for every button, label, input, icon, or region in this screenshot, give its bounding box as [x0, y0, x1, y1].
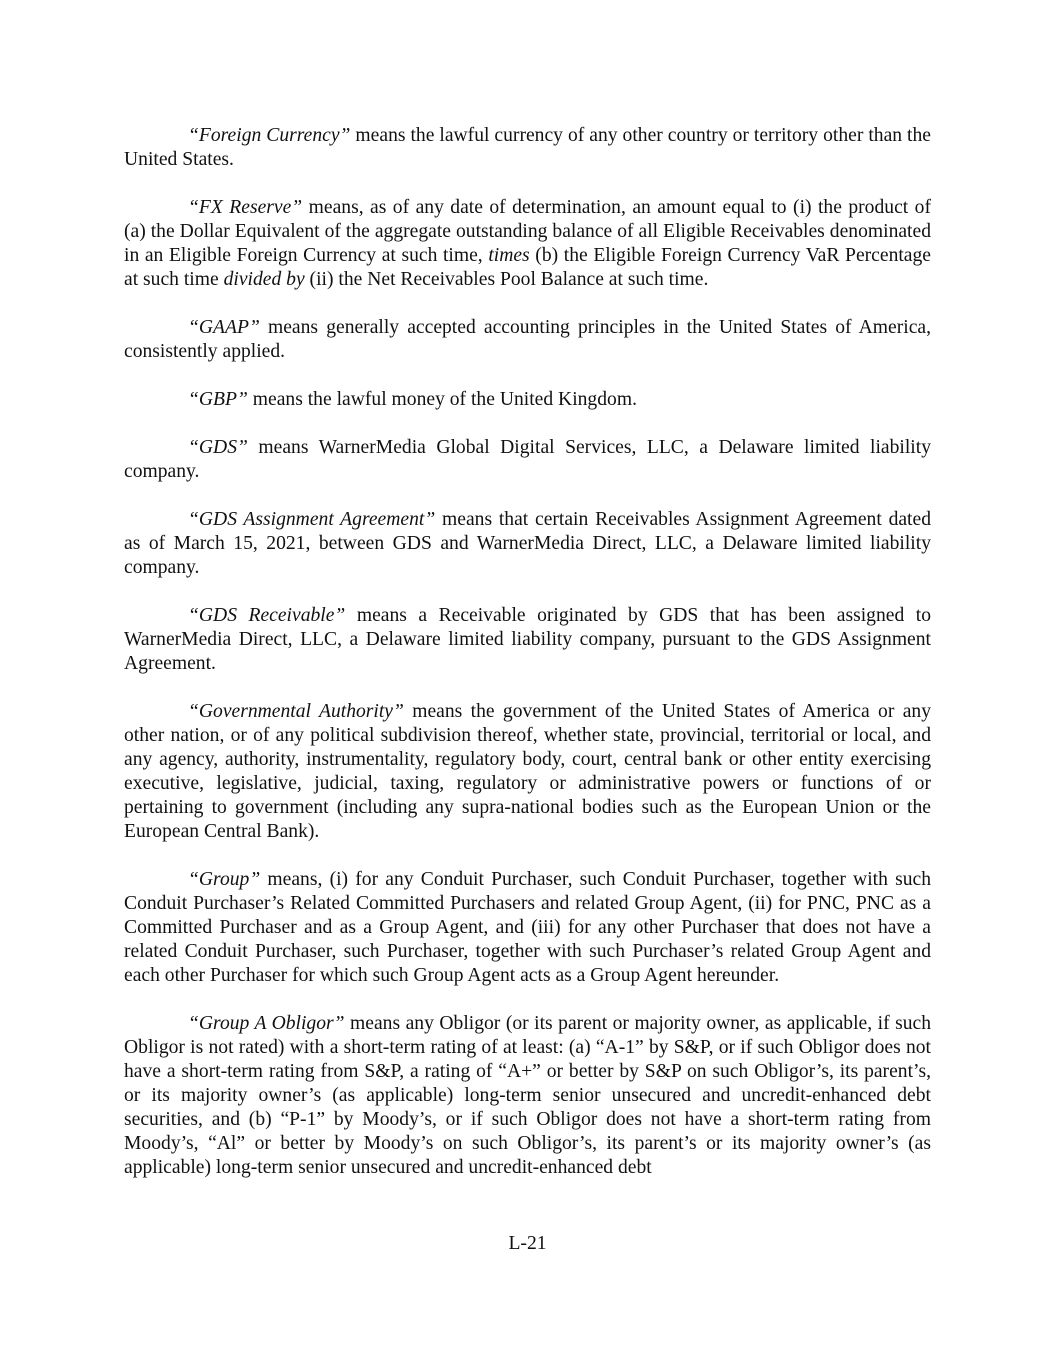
definition-paragraph [124, 868, 931, 988]
definition-paragraph [124, 604, 931, 676]
definition-paragraph [124, 388, 931, 412]
definition-text: means that certain Receivables Assignment Agreement dated as of March 15, 2021, between GDS and WarnerMedia Direct, LLC, a Delaware limited liability company. [124, 509, 931, 578]
definition-text: means the lawful currency of any other country or territory other than the United States. [124, 125, 931, 170]
page-number: L-21 [508, 1233, 547, 1254]
definition-paragraph [124, 316, 931, 364]
defined-term: “GBP” [188, 389, 248, 410]
definition-text: means, as of any date of determination, an amount equal to (i) the product of (a) the Dollar Equivalent of the aggregate outstanding balance of all Eligible Receivables denominated in an Eligible Foreign Currency at such time, [124, 197, 931, 266]
definition-text: (b) the Eligible Foreign Currency VaR Percentage at such time [124, 245, 931, 290]
definition-text: means, (i) for any Conduit Purchaser, such Conduit Purchaser, together with such Conduit Purchaser’s Related Committed Purchasers and related Group Agent, (ii) for PNC, PNC as a Committed Purchaser and as a Group Agent, and (iii) for any other Purchaser that does not have a related Conduit Purchaser, such Purchaser, together with such Purchaser’s related Group Agent and each other Purchaser for which such Group Agent acts as a Group Agent hereunder. [124, 869, 931, 986]
defined-term: “Governmental Authority” [188, 701, 404, 722]
definition-text: (ii) the Net Receivables Pool Balance at such time. [304, 269, 709, 290]
defined-term: “Group A Obligor” [188, 1013, 345, 1034]
defined-term: “GDS Assignment Agreement” [188, 509, 436, 530]
defined-term: “GDS” [188, 437, 248, 458]
definition-text: means a Receivable originated by GDS that has been assigned to WarnerMedia Direct, LLC, a Delaware limited liability company, pursuant to the GDS Assignment Agreement. [124, 605, 931, 674]
definitions-list [124, 124, 931, 1180]
defined-term: “Foreign Currency” [188, 125, 351, 146]
definition-paragraph [124, 508, 931, 580]
definition-text: means WarnerMedia Global Digital Services, LLC, a Delaware limited liability company. [124, 437, 931, 482]
definition-text: means generally accepted accounting principles in the United States of America, consistently applied. [124, 317, 931, 362]
definition-text: means the government of the United States of America or any other nation, or of any political subdivision thereof, whether state, provincial, territorial or local, and any agency, authority, instrumentality, regulatory body, court, central bank or other entity exercising executive, legislative, judicial, taxing, regulatory or administrative powers or functions of or pertaining to government (including any supra-national bodies such as the European Union or the European Central Bank). [124, 701, 931, 842]
document-page [124, 124, 931, 1180]
defined-term: “FX Reserve” [188, 197, 303, 218]
emphasis-text: divided by [223, 269, 305, 290]
defined-term: “Group” [188, 869, 261, 890]
definition-text: means any Obligor (or its parent or majority owner, as applicable, if such Obligor is not rated) with a short-term rating of at least: (a) “A-1” by S&P, or if such Obligor does not have a short-term rating from S&P, a rating of “A+” or better by S&P on such Obligor’s, its parent’s, or its majority owner’s (as applicable) long-term senior unsecured and uncredit-enhanced debt securities, and (b) “P-1” by Moody’s, or if such Obligor does not have a short-term rating from Moody’s, “Al” or better by Moody’s on such Obligor’s, its parent’s or its majority owner’s (as applicable) long-term senior unsecured and uncredit-enhanced debt [124, 1013, 932, 1178]
defined-term: “GAAP” [188, 317, 260, 338]
definition-paragraph [124, 1012, 931, 1180]
defined-term: “GDS Receivable” [188, 605, 346, 626]
emphasis-text: times [488, 245, 530, 266]
definition-paragraph [124, 124, 931, 172]
definition-paragraph [124, 700, 931, 844]
definition-paragraph [124, 196, 931, 292]
definition-paragraph [124, 436, 931, 484]
definition-text: means the lawful money of the United Kingdom. [247, 389, 637, 410]
